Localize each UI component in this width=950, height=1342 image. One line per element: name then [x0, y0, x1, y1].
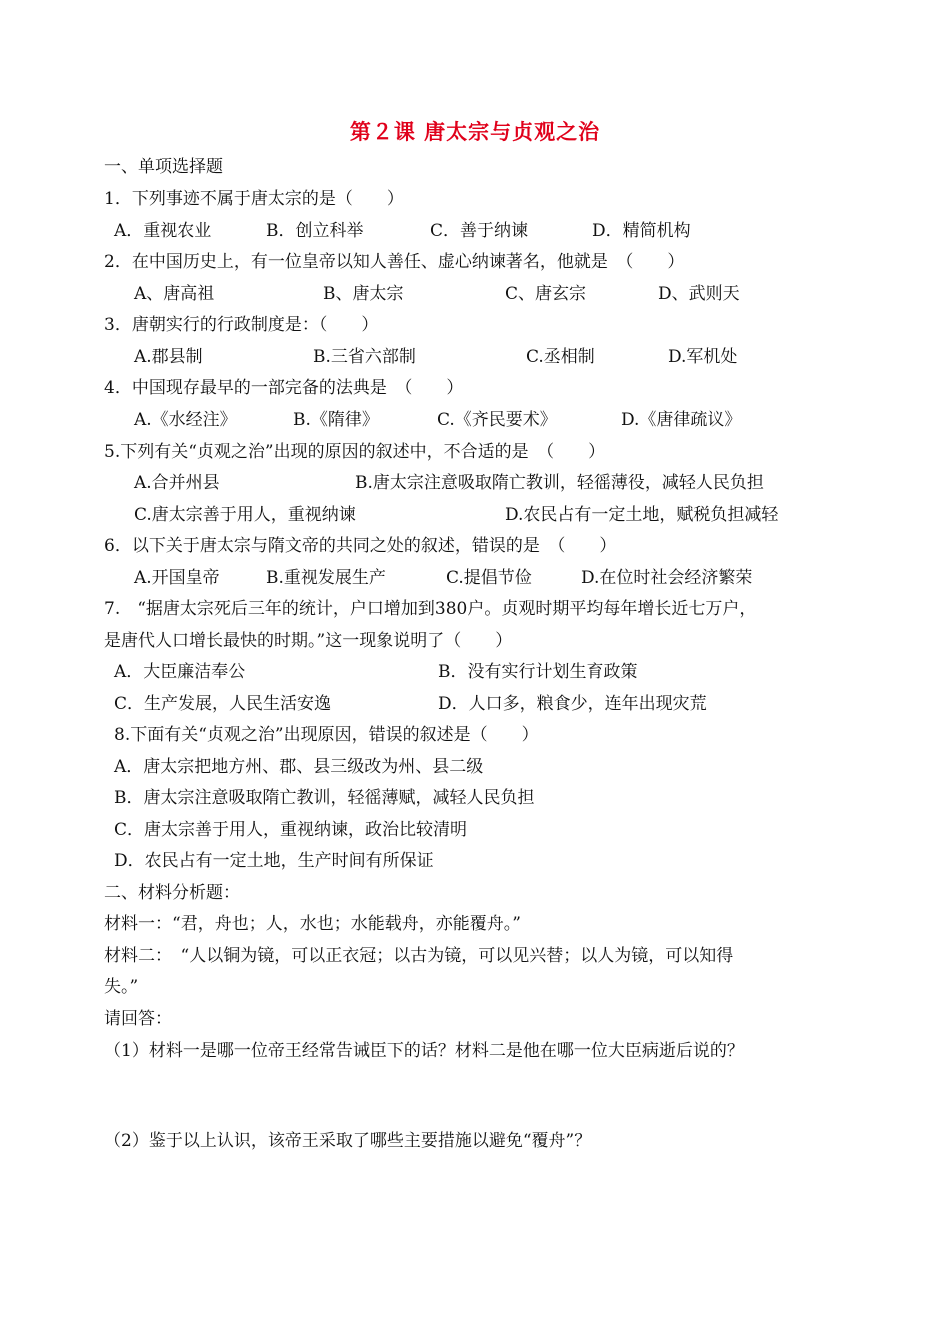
question-8-option-d: D．农民占有一定土地，生产时间有所保证 [114, 851, 434, 871]
question-3-option-b: B.三省六部制 [313, 347, 416, 367]
question-7-option-b: B．没有实行计划生育政策 [438, 662, 638, 682]
question-1-option-d: D．精简机构 [592, 221, 691, 241]
answer-prompt: 请回答： [104, 1009, 172, 1029]
question-4-option-c: C.《齐民要术》 [437, 410, 557, 430]
question-2-stem: 2．在中国历史上，有一位皇帝以知人善任、虚心纳谏著名，他就是 （ ） [104, 252, 685, 272]
question-4-option-b: B.《隋律》 [293, 410, 379, 430]
question-7-option-c: C．生产发展，人民生活安逸 [114, 694, 332, 714]
section-heading-material: 二、材料分析题： [104, 883, 240, 903]
question-8-option-b: B．唐太宗注意吸取隋亡教训，轻徭薄赋，减轻人民负担 [114, 788, 535, 808]
question-2-option-a: A、唐高祖 [134, 284, 215, 304]
question-2-option-d: D、武则天 [658, 284, 740, 304]
question-8-option-c: C．唐太宗善于用人，重视纳谏，政治比较清明 [114, 820, 468, 840]
question-4-stem: 4．中国现存最早的一部完备的法典是 （ ） [104, 378, 464, 398]
question-5-option-a: A.合并州县 [134, 473, 220, 493]
question-5-option-d: D.农民占有一定土地，赋税负担减轻 [505, 505, 779, 525]
question-7-stem-line-1: 7. “据唐太宗死后三年的统计，户口增加到380户。贞观时期平均每年增长近七万户， [104, 599, 757, 619]
question-6-option-d: D.在位时社会经济繁荣 [581, 568, 753, 588]
question-8-option-a: A．唐太宗把地方州、郡、县三级改为州、县二级 [114, 757, 484, 777]
question-3-option-d: D.军机处 [668, 347, 738, 367]
question-3-option-c: C.丞相制 [526, 347, 595, 367]
question-3-option-a: A.郡县制 [134, 347, 203, 367]
question-2-option-b: B、唐太宗 [323, 284, 404, 304]
question-6-option-c: C.提倡节俭 [446, 568, 532, 588]
question-4-option-d: D.《唐律疏议》 [621, 410, 742, 430]
material-two-line-2: 失。” [104, 977, 139, 997]
sub-question-1: （1）材料一是哪一位帝王经常告诫臣下的话？材料二是他在哪一位大臣病逝后说的？ [104, 1041, 744, 1061]
question-5-option-b: B.唐太宗注意吸取隋亡教训，轻徭薄役，减轻人民负担 [355, 473, 764, 493]
question-6-option-a: A.开国皇帝 [134, 568, 220, 588]
question-7-stem-line-2: 是唐代人口增长最快的时期。”这一现象说明了（ ） [104, 631, 513, 651]
material-one: 材料一：“君，舟也；人，水也；水能载舟，亦能覆舟。” [104, 914, 521, 934]
sub-question-2: （2）鉴于以上认识，该帝王采取了哪些主要措施以避免“覆舟”？ [104, 1131, 592, 1151]
question-5-stem: 5.下列有关“贞观之治”出现的原因的叙述中，不合适的是 （ ） [104, 442, 606, 462]
page-title: 第２课 唐太宗与贞观之治 [349, 119, 601, 144]
question-5-option-c: C.唐太宗善于用人，重视纳谏 [134, 505, 356, 525]
question-3-stem: 3．唐朝实行的行政制度是：（ ） [104, 315, 379, 335]
question-1-option-c: C．善于纳谏 [430, 221, 529, 241]
section-heading-choice: 一、单项选择题 [104, 157, 223, 177]
question-6-option-b: B.重视发展生产 [266, 568, 386, 588]
material-two-line-1: 材料二： “人以铜为镜，可以正衣冠；以古为镜，可以见兴替；以人为镜，可以知得 [104, 946, 734, 966]
question-6-stem: 6．以下关于唐太宗与隋文帝的共同之处的叙述，错误的是 （ ） [104, 536, 617, 556]
question-8-stem: 8.下面有关“贞观之治”出现原因，错误的叙述是（ ） [114, 725, 539, 745]
question-1-stem: 1．下列事迹不属于唐太宗的是（ ） [104, 189, 404, 209]
question-1-option-a: A．重视农业 [114, 221, 212, 241]
question-7-option-a: A．大臣廉洁奉公 [114, 662, 246, 682]
question-7-option-d: D．人口多，粮食少，连年出现灾荒 [438, 694, 707, 714]
question-2-option-c: C、唐玄宗 [505, 284, 587, 304]
question-1-option-b: B．创立科举 [266, 221, 364, 241]
question-4-option-a: A.《水经注》 [134, 410, 237, 430]
